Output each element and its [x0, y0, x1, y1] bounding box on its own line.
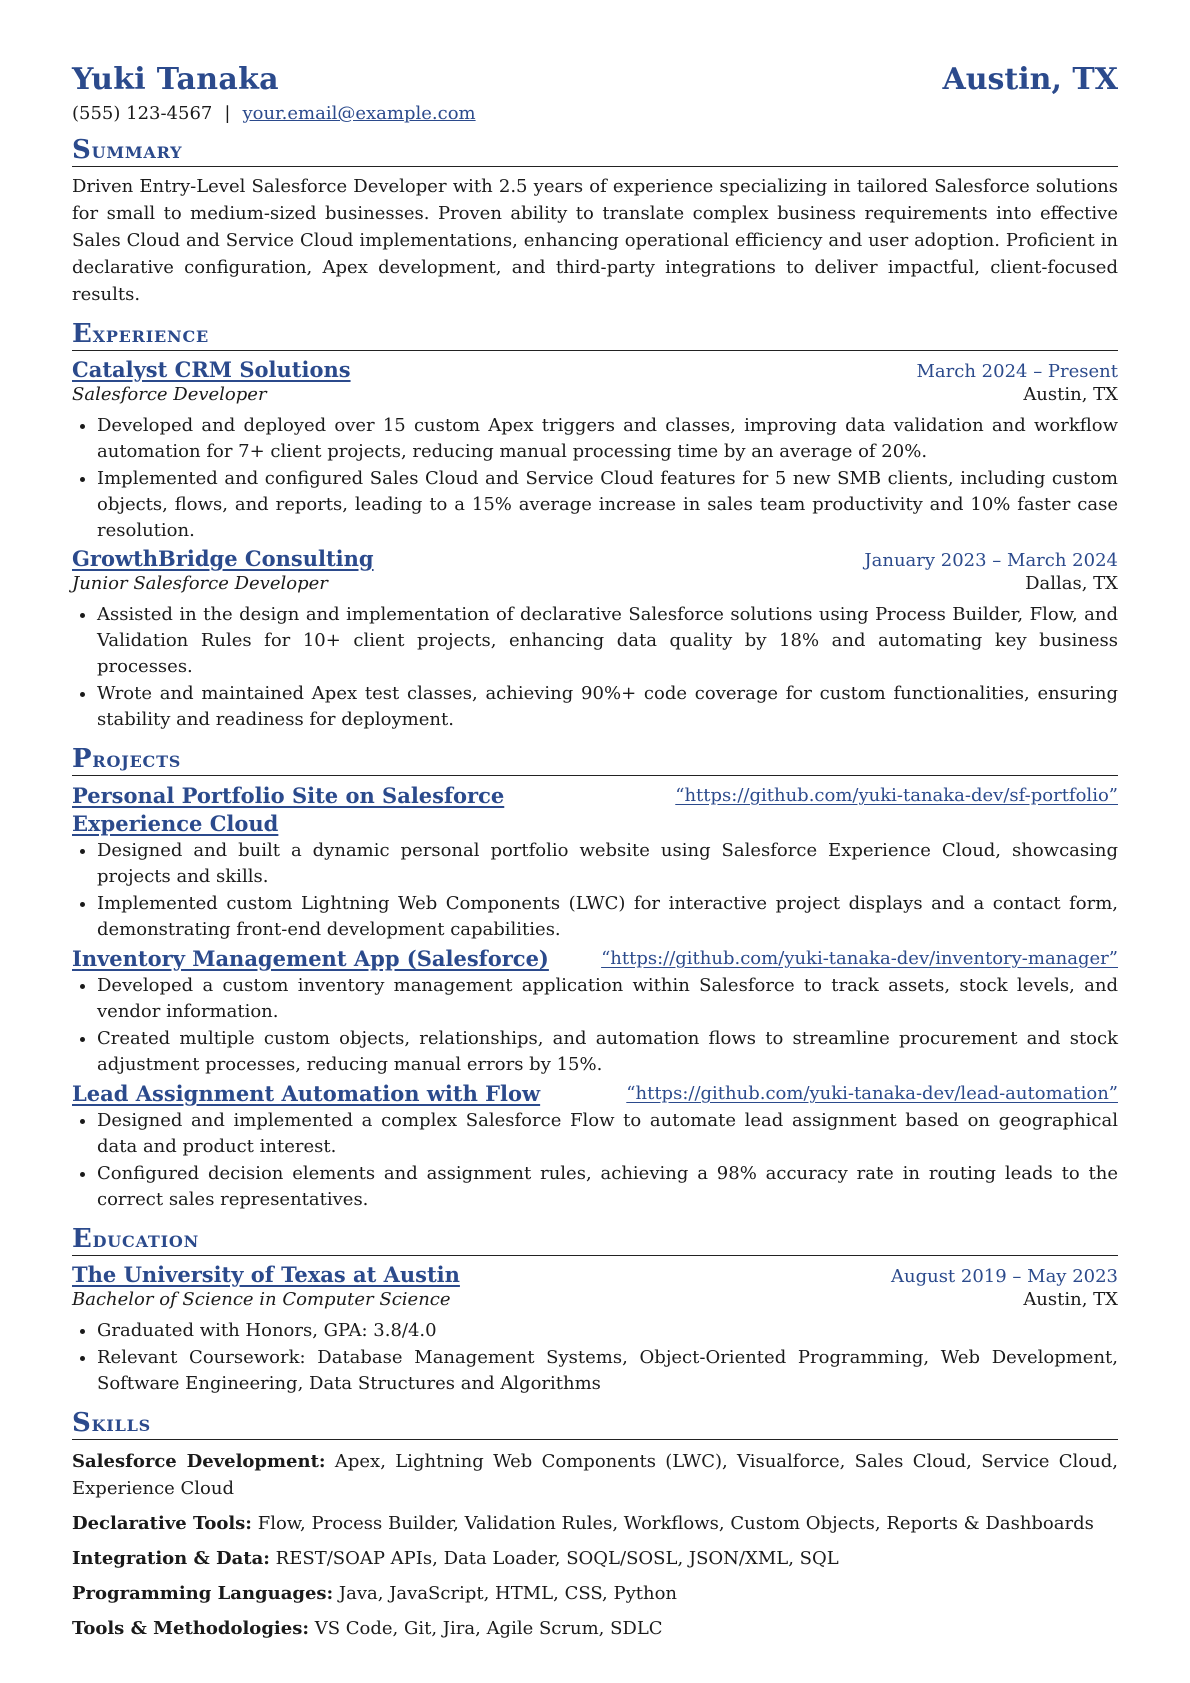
education-dates: August 2019 – May 2023 — [890, 1266, 1118, 1287]
project-entry — [72, 1080, 1118, 1213]
skill-row — [72, 1448, 1118, 1502]
summary-text: Driven Entry-Level Salesforce Developer with 2.5 years of experience specializing in tailored Salesforce solutions for small to medium-sized businesses. Proven ability to translate complex business requirements into effective Sales Cloud and Service Cloud implementations, enhancing operational efficiency and user adoption. Proficient in declarative configuration, Apex development, and third-party integrations to deliver impactful, client-focused results. — [72, 176, 1118, 305]
skill-label: Programming Languages: — [72, 1583, 334, 1604]
section-title-experience: Experience — [72, 320, 1118, 351]
bullet-item: • Wrote and maintained Apex test classes, achieving 90%+ code coverage for custom functionalities, ensuring stability and readiness for deployment. — [97, 681, 1118, 733]
bullet-item: • Assisted in the design and implementation of declarative Salesforce solutions using Process Builder, Flow, and Validation Rules for 10+ client projects, enhancing data quality by 18% and automating key business processes. — [97, 602, 1118, 680]
job-location: Dallas, TX — [1025, 573, 1118, 594]
skill-value: Apex, Lightning Web Components (LWC), Visualforce, Sales Cloud, Service Cloud, Experience Cloud — [72, 1451, 1118, 1499]
bullet-list — [72, 1318, 1118, 1397]
section-title-education: Education — [72, 1225, 1118, 1256]
bullet-list — [72, 413, 1118, 544]
degree-name: Bachelor of Science in Computer Science — [72, 1289, 451, 1310]
job-location: Austin, TX — [1023, 384, 1118, 405]
project-github-link[interactable]: “https://github.com/yuki-tanaka-dev/inventory-manager” — [601, 948, 1118, 969]
email-link[interactable]: your.email@example.com — [242, 103, 476, 124]
bullet-list — [72, 838, 1118, 943]
skill-row — [72, 1580, 1118, 1607]
project-name-link[interactable]: Lead Assignment Automation with Flow — [72, 1081, 541, 1106]
bullet-item: • Relevant Coursework: Database Management Systems, Object-Oriented Programming, Web Development, Software Engineering, Data Structures and Algorithms — [97, 1345, 1118, 1397]
job-dates: January 2023 – March 2024 — [864, 550, 1118, 571]
bullet-item: • Designed and implemented a complex Salesforce Flow to automate lead assignment based on geographical data and product interest. — [97, 1108, 1118, 1160]
skill-label: Declarative Tools: — [72, 1513, 252, 1534]
bullet-item: • Designed and built a dynamic personal portfolio website using Salesforce Experience Cloud, showcasing projects and skills. — [97, 838, 1118, 890]
skill-label: Salesforce Development: — [72, 1451, 326, 1472]
job-role: Salesforce Developer — [72, 384, 267, 405]
skill-row — [72, 1615, 1118, 1642]
contact-line — [72, 103, 1118, 124]
skill-row — [72, 1510, 1118, 1537]
bullet-item: • Configured decision elements and assignment rules, achieving a 98% accuracy rate in routing leads to the correct sales representatives. — [97, 1161, 1118, 1213]
experience-entry — [72, 357, 1118, 544]
skill-label: Integration & Data: — [72, 1548, 270, 1569]
bullet-list — [72, 602, 1118, 733]
bullet-item: • Developed and deployed over 15 custom Apex triggers and classes, improving data validation and workflow automation for 7+ client projects, reducing manual processing time by an average of 20%. — [97, 413, 1118, 465]
bullet-item: • Implemented custom Lightning Web Components (LWC) for interactive project displays and a contact form, demonstrating front-end development capabilities. — [97, 891, 1118, 943]
project-github-link[interactable]: “https://github.com/yuki-tanaka-dev/lead-automation” — [626, 1083, 1118, 1104]
bullet-item: • Developed a custom inventory management application within Salesforce to track assets, stock levels, and vendor information. — [97, 973, 1118, 1025]
job-dates: March 2024 – Present — [916, 361, 1118, 382]
project-entry — [72, 782, 1118, 943]
project-entry — [72, 945, 1118, 1078]
school-location: Austin, TX — [1023, 1289, 1118, 1310]
project-name-link[interactable]: Inventory Management App (Salesforce) — [72, 946, 549, 971]
skill-label: Tools & Methodologies: — [72, 1618, 309, 1639]
education-entry — [72, 1262, 1118, 1397]
candidate-name: Yuki Tanaka — [72, 62, 279, 97]
school-name-link[interactable]: The University of Texas at Austin — [72, 1262, 460, 1287]
experience-entry — [72, 546, 1118, 733]
bullet-item: • Graduated with Honors, GPA: 3.8/4.0 — [97, 1318, 1118, 1344]
candidate-location: Austin, TX — [942, 62, 1118, 97]
skill-value: Flow, Process Builder, Validation Rules, Workflows, Custom Objects, Reports & Dashboards — [257, 1513, 1094, 1534]
bullet-item: • Implemented and configured Sales Cloud and Service Cloud features for 5 new SMB clients, including custom objects, flows, and reports, leading to a 15% average increase in sales team productivity and 10% faster case resolution. — [97, 466, 1118, 544]
project-github-link[interactable]: “https://github.com/yuki-tanaka-dev/sf-portfolio” — [675, 785, 1118, 806]
section-title-projects: Projects — [72, 745, 1118, 776]
bullet-item: • Created multiple custom objects, relationships, and automation flows to streamline procurement and stock adjustment processes, reducing manual errors by 15%. — [97, 1026, 1118, 1078]
resume-header — [72, 62, 1118, 97]
job-role: Junior Salesforce Developer — [72, 573, 328, 594]
skill-value: VS Code, Git, Jira, Agile Scrum, SDLC — [314, 1618, 663, 1639]
skill-value: REST/SOAP APIs, Data Loader, SOQL/SOSL, JSON/XML, SQL — [275, 1548, 839, 1569]
skill-row — [72, 1545, 1118, 1572]
bullet-list — [72, 973, 1118, 1078]
section-title-summary: Summary — [72, 136, 1118, 167]
skill-value: Java, JavaScript, HTML, CSS, Python — [338, 1583, 678, 1604]
bullet-list — [72, 1108, 1118, 1213]
section-title-skills: Skills — [72, 1409, 1118, 1440]
contact-separator: | — [224, 103, 231, 124]
project-name-link[interactable]: Personal Portfolio Site on Salesforce Experience Cloud — [72, 783, 505, 836]
company-name-link[interactable]: Catalyst CRM Solutions — [72, 357, 351, 382]
company-name-link[interactable]: GrowthBridge Consulting — [72, 546, 374, 571]
phone-number: (555) 123-4567 — [72, 103, 213, 124]
